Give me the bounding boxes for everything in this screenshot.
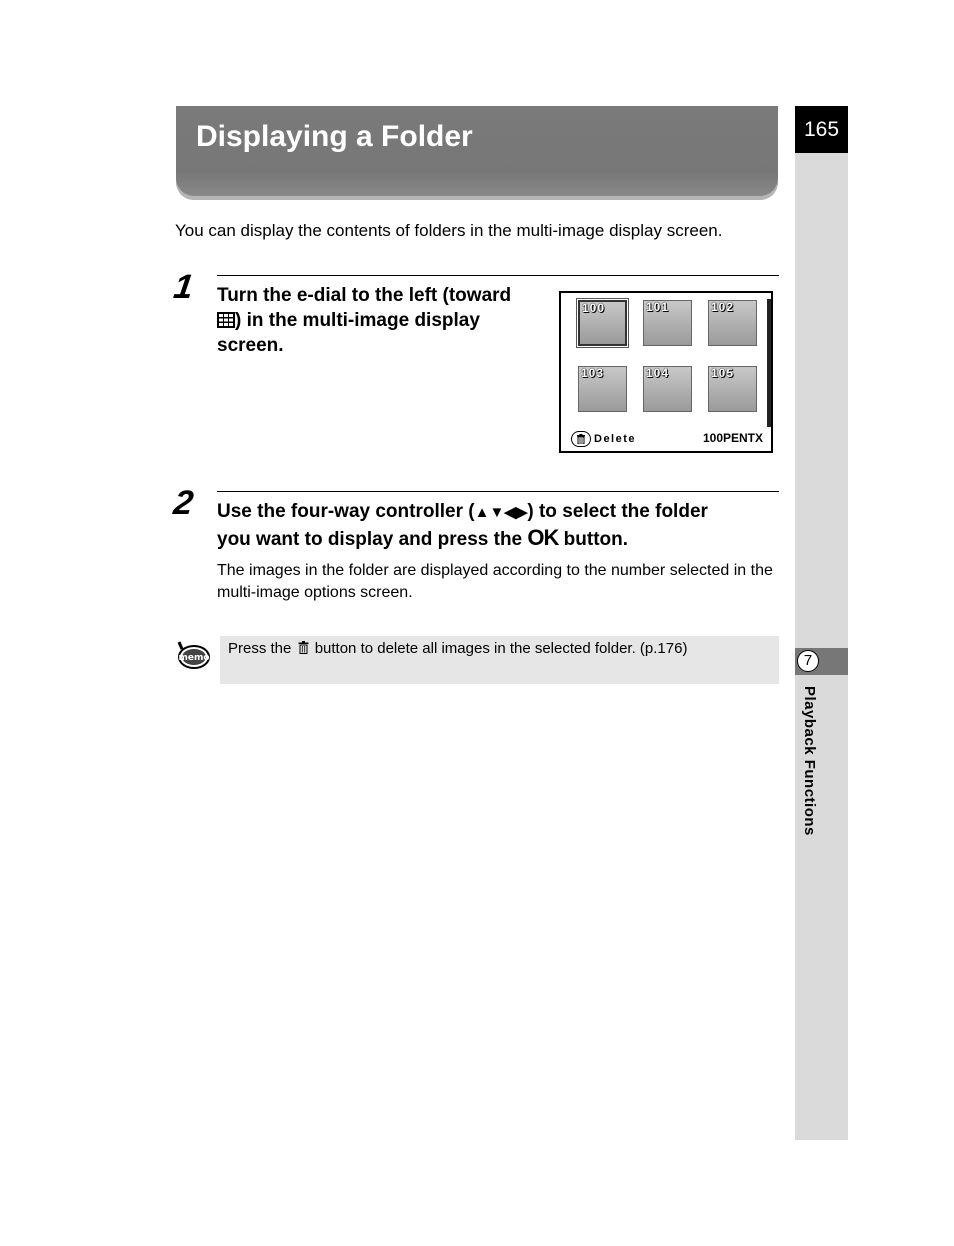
step2-line1b: ) to select the folder xyxy=(527,501,708,522)
step1-line2: ) in the multi-image display xyxy=(235,310,480,331)
step1-line3: screen. xyxy=(217,335,284,356)
folder-number: 101 xyxy=(646,300,670,314)
step2-line1-wrap xyxy=(217,499,782,525)
folder-number: 102 xyxy=(711,300,735,314)
step2-heading xyxy=(217,499,782,552)
memo-text-b: button to delete all images in the selected folder. (p.176) xyxy=(310,640,688,657)
folder-number: 100 xyxy=(582,301,606,315)
multi-image-grid-icon xyxy=(217,312,235,328)
folder-number: 105 xyxy=(711,366,735,380)
ok-button-icon: OK xyxy=(527,525,559,550)
step2-line2a: you want to display and press the xyxy=(217,529,528,550)
folder-thumbnail[interactable] xyxy=(578,300,627,346)
step2-line2b: button. xyxy=(558,529,629,550)
trash-icon xyxy=(298,641,309,654)
delete-hint xyxy=(571,431,636,447)
step1-line1: Turn the e-dial to the left (toward xyxy=(217,285,512,306)
memo-box xyxy=(220,636,779,684)
folder-name: 100PENTX xyxy=(702,431,763,445)
step1-number: 1 xyxy=(171,268,196,306)
memo-text xyxy=(228,640,687,657)
folder-thumbnail[interactable] xyxy=(708,366,757,412)
delete-label: Delete xyxy=(594,433,637,445)
scroll-bar[interactable] xyxy=(767,299,771,427)
memo-text-a: Press the xyxy=(228,640,296,657)
chapter-bar xyxy=(795,648,848,675)
step2-rule xyxy=(217,491,779,492)
arrow-keys-icon: ▲▼◀▶ xyxy=(474,504,528,521)
folder-number: 104 xyxy=(646,366,670,380)
chapter-number: 7 xyxy=(797,650,819,672)
step2-number: 2 xyxy=(171,484,196,522)
page-number: 165 xyxy=(795,106,848,153)
intro-text: You can display the contents of folders in the multi-image display screen. xyxy=(175,221,723,240)
page-title: Displaying a Folder xyxy=(196,120,473,153)
folder-thumbnail[interactable] xyxy=(643,366,692,412)
folder-display-screen xyxy=(559,291,773,453)
step1-heading xyxy=(217,283,511,358)
chapter-label: Playback Functions xyxy=(801,686,818,836)
side-tab xyxy=(795,106,848,1140)
folder-thumbnail[interactable] xyxy=(643,300,692,346)
step1-rule xyxy=(217,275,779,276)
title-banner xyxy=(176,106,778,200)
memo-icon xyxy=(176,640,210,675)
folder-thumbnail[interactable] xyxy=(708,300,757,346)
trash-icon xyxy=(571,431,591,447)
step1-line2-wrap xyxy=(217,308,511,333)
step2-body: The images in the folder are displayed according to the number selected in the multi-image options screen. xyxy=(217,562,773,601)
step2-line1a: Use the four-way controller ( xyxy=(217,501,475,522)
folder-thumbnail[interactable] xyxy=(578,366,627,412)
folder-number: 103 xyxy=(581,366,605,380)
step2-line2-wrap xyxy=(217,525,782,552)
svg-text:memo: memo xyxy=(178,653,210,663)
